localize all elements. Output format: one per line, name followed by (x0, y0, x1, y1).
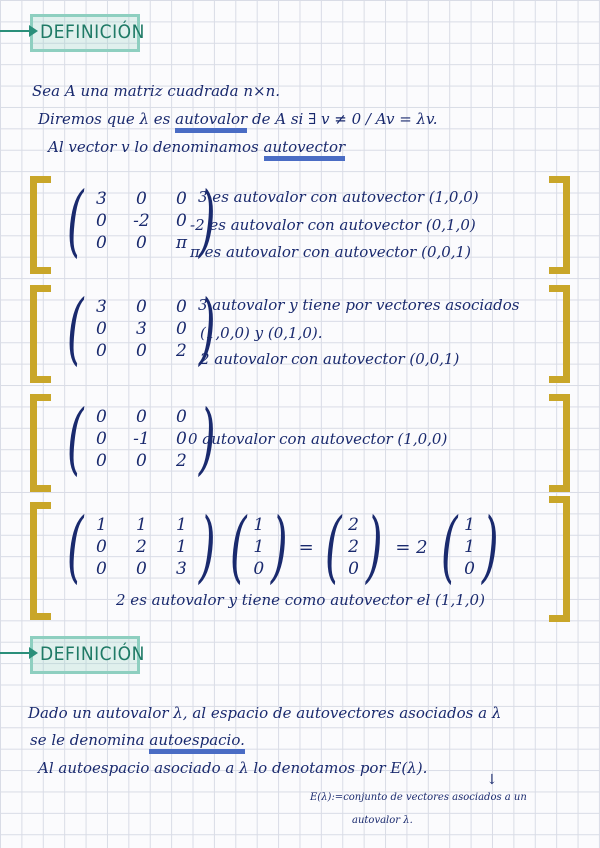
m2-a22: 3 (136, 319, 147, 339)
m2-a11: 3 (96, 297, 107, 317)
v3-1: 1 (464, 537, 475, 557)
arrow-icon (0, 652, 36, 654)
m3-a32: 0 (136, 451, 147, 471)
bracket-left-1 (30, 176, 51, 274)
m3-a13: 0 (176, 407, 187, 427)
v1-1: 1 (253, 537, 265, 557)
highlight-autovalor: autovalor (175, 110, 247, 133)
def1-line3 (48, 138, 345, 156)
matrix-1: ( 3 0 0 0 -2 0 0 0 π ) (66, 176, 217, 266)
m3-a33: 2 (176, 451, 187, 471)
v2-0: 2 (348, 515, 359, 535)
m1-a23: 0 (176, 211, 187, 231)
m4-a32: 0 (136, 559, 147, 579)
m4-a11: 1 (96, 515, 107, 535)
def1-line3-pre: Al vector v lo denominamos (48, 138, 259, 156)
highlight-autoespacio: autoespacio. (149, 731, 245, 754)
bracket-right-2 (549, 285, 570, 383)
bracket-left-2 (30, 285, 51, 383)
m2-a33: 2 (176, 341, 187, 361)
ex4-note: 2 es autovalor y tiene como autovector el (1,1,0) (116, 591, 485, 609)
ex2-line1: 3 autovalor y tiene por vectores asociados (198, 296, 520, 314)
bracket-left-4 (30, 502, 51, 620)
bracket-right-4 (549, 496, 570, 622)
m1-a13: 0 (176, 189, 187, 209)
ex1-line3: π es autovalor con autovector (0,0,1) (190, 243, 471, 261)
def1-line2 (38, 110, 438, 128)
m1-a12: 0 (136, 189, 147, 209)
ex3-line1: 0 autovalor con autovector (1,0,0) (188, 430, 448, 448)
matrix-3: ( 0 0 0 0 -1 0 0 0 2 ) (66, 394, 217, 484)
ex2-line3: 2 autovalor con autovector (0,0,1) (200, 350, 460, 368)
def2-line2-pre: se le denomina (30, 731, 145, 749)
def2-note-line1: E(λ):=conjunto de vectores asociados a un (310, 792, 527, 803)
m3-a12: 0 (136, 407, 147, 427)
v3-2: 0 (464, 559, 475, 579)
bracket-left-3 (30, 394, 51, 492)
highlight-autovector: autovector (264, 138, 346, 161)
def1-line2-post: de A si ∃ v ≠ 0 / Av = λv. (252, 110, 438, 128)
m2-a31: 0 (96, 341, 107, 361)
v2-2: 0 (348, 559, 359, 579)
def1-line1: Sea A una matriz cuadrada n×n. (32, 82, 281, 100)
def2-line3: Al autoespacio asociado a λ lo denotamos por E(λ). (38, 759, 428, 777)
m3-a11: 0 (96, 407, 107, 427)
m1-a11: 3 (96, 189, 107, 209)
matrix-2: ( 3 0 0 0 3 0 0 0 2 ) (66, 284, 217, 374)
m1-a22: -2 (133, 211, 150, 231)
m1-a32: 0 (136, 233, 147, 253)
v2-1: 2 (348, 537, 359, 557)
equals-1: = (298, 536, 314, 558)
m4-a12: 1 (136, 515, 147, 535)
def2-line1: Dado un autovalor λ, al espacio de autovectores asociados a λ (28, 704, 502, 722)
m1-a33: π (175, 233, 188, 253)
v3-0: 1 (464, 515, 475, 535)
arrow-down-icon: ↓ (486, 772, 498, 788)
bracket-right-1 (549, 176, 570, 274)
arrow-icon (0, 30, 36, 32)
v1-0: 1 (253, 515, 265, 535)
m1-a21: 0 (96, 211, 107, 231)
m2-a23: 0 (176, 319, 187, 339)
m3-a21: 0 (96, 429, 107, 449)
m2-a21: 0 (96, 319, 107, 339)
def2-note-line2: autovalor λ. (352, 815, 413, 826)
definition-banner-2 (0, 636, 145, 672)
m4-a31: 0 (96, 559, 107, 579)
ex1-line1: 3 es autovalor con autovector (1,0,0) (198, 188, 479, 206)
banner-title: DEFINICIÓN (40, 21, 145, 43)
m3-a31: 0 (96, 451, 107, 471)
equals-2: = 2 (395, 536, 428, 558)
m2-a32: 0 (136, 341, 147, 361)
m1-a31: 0 (96, 233, 107, 253)
v1-2: 0 (253, 559, 265, 579)
m4-a23: 1 (176, 537, 187, 557)
definition-banner-1 (0, 14, 145, 50)
m3-a22: -1 (133, 429, 150, 449)
m3-a23: 0 (176, 429, 187, 449)
equation-row: ( 1 1 1 0 2 1 0 0 3 ) ( 1 1 0 ) = ( 2 2 0 ) = 2 ( 1 1 0 ) (66, 502, 499, 592)
m4-a21: 0 (96, 537, 107, 557)
def1-line2-pre: Diremos que λ es (38, 110, 171, 128)
ex1-line2: -2 es autovalor con autovector (0,1,0) (190, 216, 476, 234)
m4-a33: 3 (176, 559, 187, 579)
m2-a12: 0 (136, 297, 147, 317)
def2-line2 (30, 731, 245, 749)
m4-a22: 2 (136, 537, 147, 557)
m4-a13: 1 (176, 515, 187, 535)
m2-a13: 0 (176, 297, 187, 317)
ex2-line2: (1,0,0) y (0,1,0). (200, 324, 323, 342)
bracket-right-3 (549, 394, 570, 492)
banner-title: DEFINICIÓN (40, 643, 145, 665)
